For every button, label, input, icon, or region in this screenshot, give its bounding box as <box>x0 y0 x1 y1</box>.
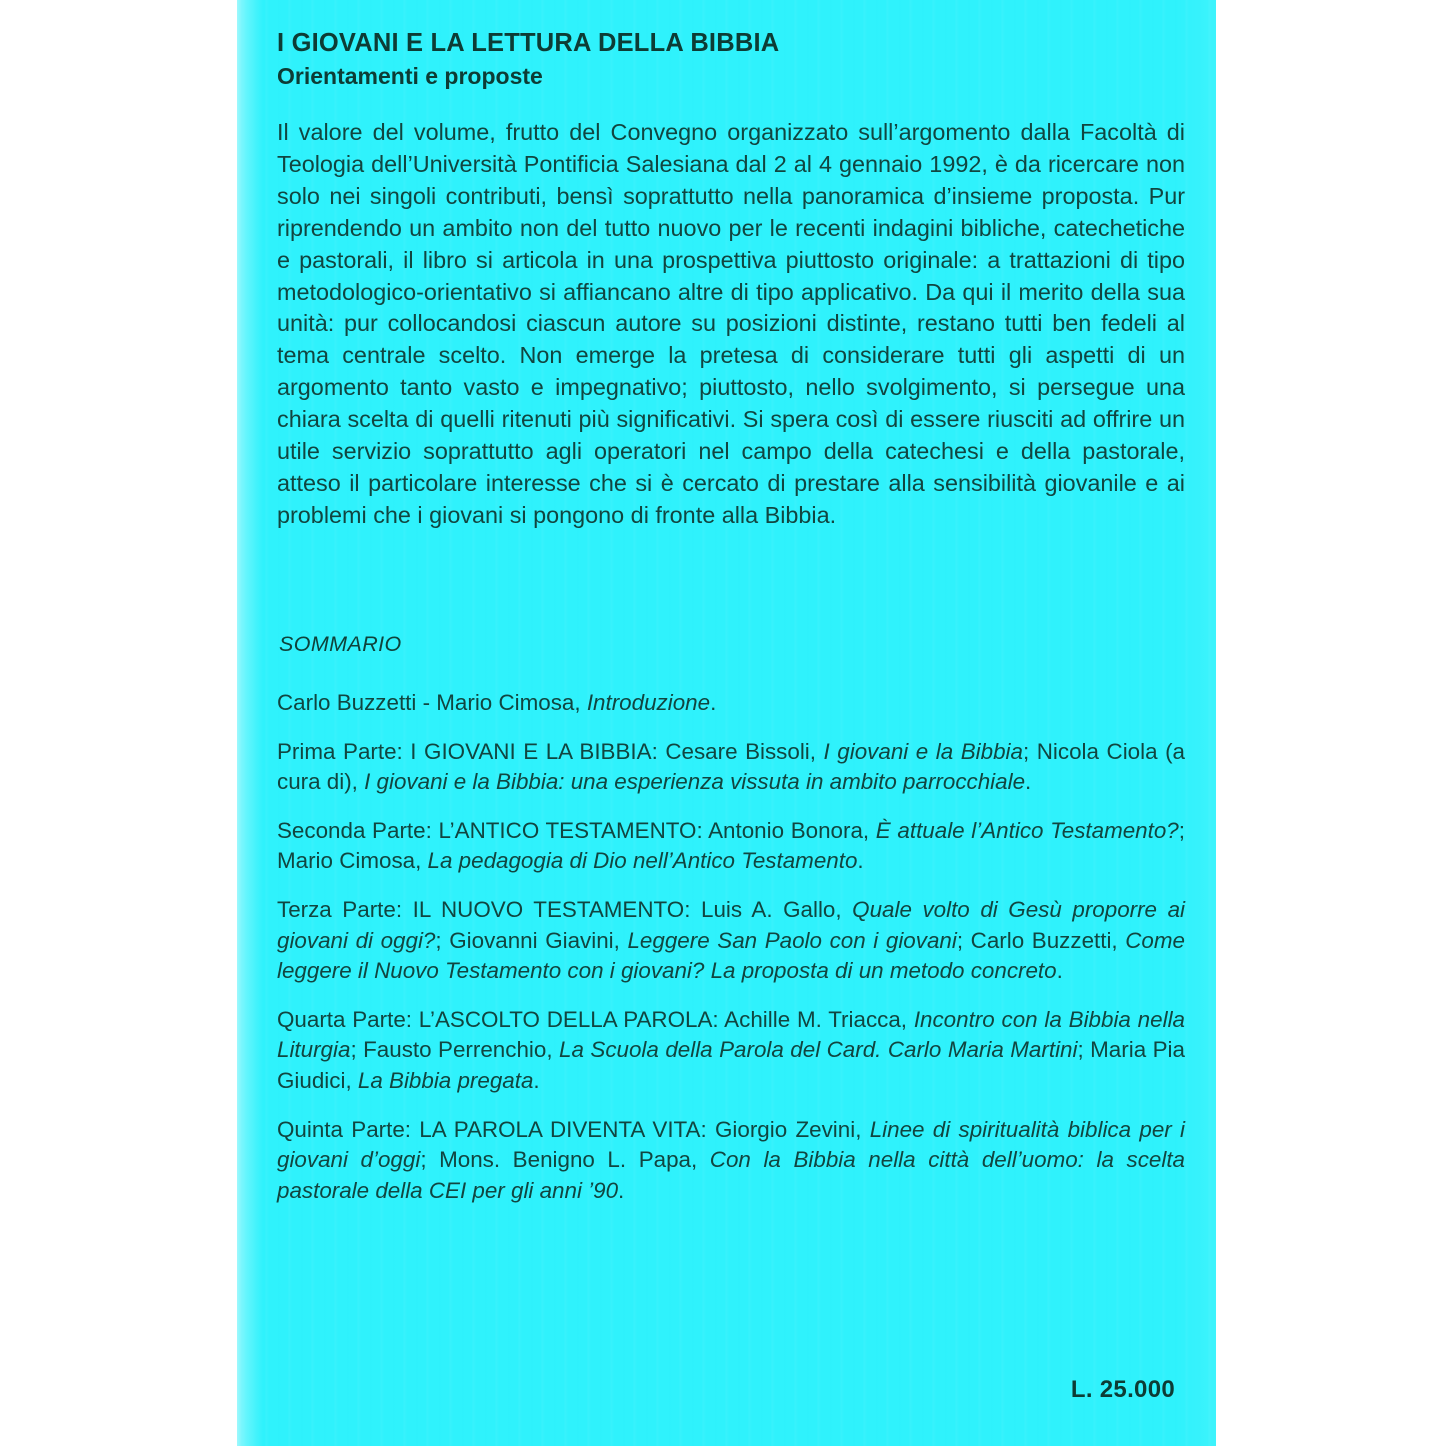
blurb-section <box>277 117 1185 532</box>
toc-title-text: La pedagogia di Dio nell’Antico Testamento <box>427 848 858 874</box>
toc-plain-text: ; Carlo Buzzetti, <box>956 927 1126 953</box>
toc-plain-text: ; Fausto Perrenchio, <box>350 1037 560 1063</box>
toc-title-text: Introduzione <box>586 690 711 715</box>
toc-title-text: La Bibbia pregata <box>357 1067 534 1093</box>
toc-plain-text: . <box>857 848 864 874</box>
blurb-paragraph: Il valore del volume, frutto del Convegno organizzato sull’argomento dalla Facoltà di Teologia dell’Università Pontificia Salesiana dal 2 al 4 gennaio 1992, è da ricercare non solo nei singoli contributi, bensì soprattutto nella panoramica d’insieme proposta. Pur riprendendo un ambito non del tutto nuovo per le recenti indagini bibliche, catechetiche e pastorali, il libro si articola in una prospettiva piuttosto originale: a trattazioni di tipo metodologico-orientativo si affiancano altre di tipo applicativo. Da qui il merito della sua unità: pur collocandosi ciascun autore su posizioni distinte, restano tutti ben fedeli al tema centrale scelto. Non emerge la pretesa di considerare tutti gli aspetti di un argomento tanto vasto e impegnativo; piuttosto, nello svolgimento, si persegue una chiara scelta di quelli ritenuti più significativi. Si spera così di essere riusciti ad offrire un utile servizio soprattutto agli operatori nel campo della catechesi e della pastorale, atteso il particolare interesse che si è cercato di prestare alla sensibilità giovanile e ai problemi che i giovani si pongono di fronte alla Bibbia. <box>277 119 1185 528</box>
toc-title-text: Come leggere il Nuovo Testamento con i giovani? La proposta di un metodo concreto <box>277 927 1185 984</box>
toc-title-text: Quale volto di Gesù proporre ai giovani di oggi? <box>277 896 1185 953</box>
toc-plain-text: . <box>710 690 717 715</box>
table-of-contents <box>277 688 1185 1206</box>
toc-entry-quarta-parte <box>277 1005 1185 1097</box>
cover-content <box>277 0 1185 1446</box>
toc-plain-text: Seconda Parte: L’ANTICO TESTAMENTO: Antonio Bonora, <box>277 817 876 843</box>
toc-plain-text: Quarta Parte: L’ASCOLTO DELLA PAROLA: Achille M. Triacca, <box>277 1006 914 1032</box>
page-subtitle: Orientamenti e proposte <box>277 63 543 89</box>
page-title: I GIOVANI E LA LETTURA DELLA BIBBIA <box>277 29 780 57</box>
book-cover-panel <box>237 0 1216 1446</box>
toc-plain-text: Prima Parte: I GIOVANI E LA BIBBIA: Cesare Bissoli, <box>277 738 824 764</box>
toc-plain-text: . <box>533 1067 540 1093</box>
toc-plain-text: Quinta Parte: LA PAROLA DIVENTA VITA: Giorgio Zevini, <box>277 1116 870 1142</box>
toc-plain-text: . <box>1056 958 1063 984</box>
sommario-heading: SOMMARIO <box>279 632 402 656</box>
toc-entry-prima-parte <box>277 737 1185 798</box>
toc-title-text: È attuale l’Antico Testamento? <box>875 817 1179 843</box>
toc-plain-text: ; Nicola Ciola (a cura di), <box>277 738 1185 795</box>
toc-title-text: La Scuola della Parola del Card. Carlo Maria Martini <box>559 1037 1078 1063</box>
toc-entry-terza-parte <box>277 895 1185 987</box>
toc-title-text: Leggere San Paolo con i giovani <box>627 927 957 953</box>
toc-plain-text: Carlo Buzzetti - Mario Cimosa, <box>277 690 587 715</box>
toc-title-text: Con la Bibbia nella città dell’uomo: la scelta pastorale della CEI per gli anni ’90 <box>277 1147 1185 1203</box>
price-label: L. 25.000 <box>1070 1376 1175 1403</box>
toc-plain-text: . <box>1025 769 1032 795</box>
toc-entry-quinta-parte <box>277 1115 1185 1207</box>
toc-title-text: Linee di spiritualità biblica per i giovani d’oggi <box>277 1116 1185 1173</box>
toc-plain-text: ; Mons. Benigno L. Papa, <box>420 1147 710 1173</box>
toc-entry-seconda-parte <box>277 816 1185 877</box>
toc-title-text: Incontro con la Bibbia nella Liturgia <box>277 1006 1185 1063</box>
toc-title-text: I giovani e la Bibbia: una esperienza vissuta in ambito parrocchiale <box>364 769 1026 795</box>
toc-plain-text: ; Giovanni Giavini, <box>435 927 628 953</box>
toc-entry-introduzione <box>277 688 1185 719</box>
title-block <box>277 28 1185 91</box>
toc-plain-text: ; Mario Cimosa, <box>277 817 1185 874</box>
toc-plain-text: . <box>618 1177 625 1203</box>
toc-plain-text: Terza Parte: IL NUOVO TESTAMENTO: Luis A. Gallo, <box>277 896 853 922</box>
toc-plain-text: ; Maria Pia Giudici, <box>277 1037 1185 1093</box>
toc-title-text: I giovani e la Bibbia <box>823 738 1023 764</box>
